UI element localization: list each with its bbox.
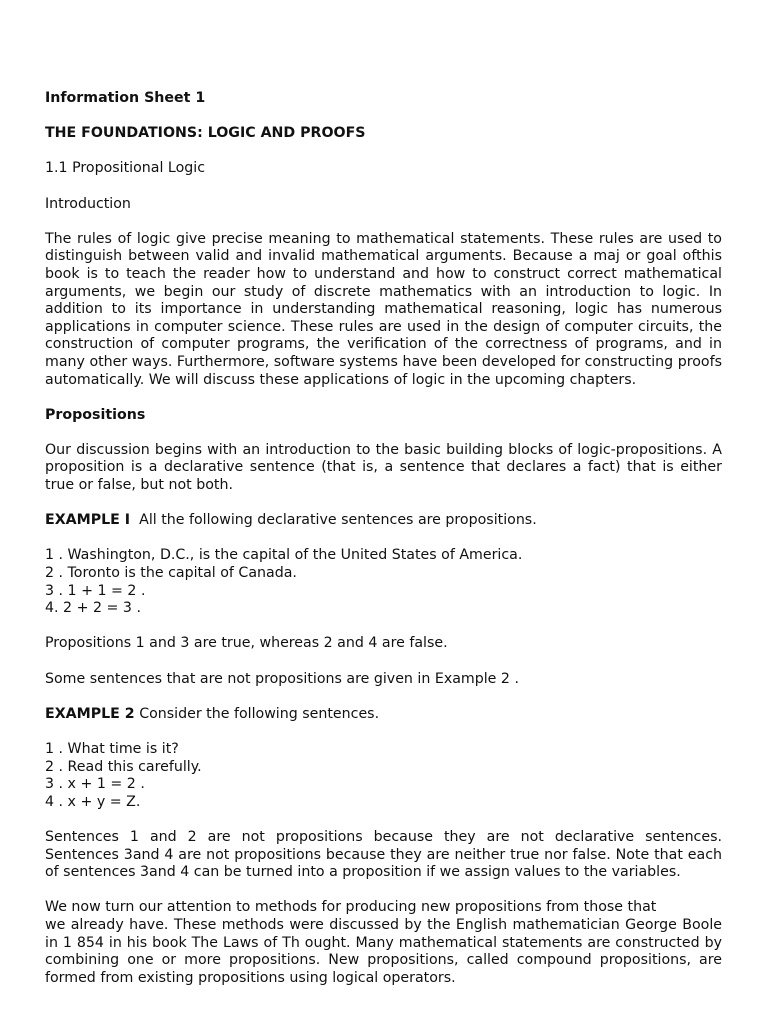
list-item: 1 . Washington, D.C., is the capital of the United States of America. [45,547,523,564]
example2-text: Consider the following sentences. [139,705,380,722]
propositions-heading: Propositions [45,406,146,423]
example1-list [45,547,722,617]
list-item: 3 . x + 1 = 2 . [45,776,145,793]
document-page [45,90,722,1005]
list-item: 4 . x + y = Z. [45,793,141,810]
intro-paragraph: The rules of logic give precise meaning to mathematical statements. These rules are used to distinguish between valid and invalid mathematical arguments. Because a maj or goal ofthis book is to teach the reader how to understand and how to construct correct mathematical arguments, we begin our study of discrete mathematics with an introduction to logic. In addition to its importance in understanding mathematical reasoning, logic has numerous applications in computer science. These rules are used in the design of computer circuits, the construction of computer programs, the verification of the correctness of programs, and in many other ways. Furthermore, software systems have been developed for constructing proofs automatically. We will discuss these applications of logic in the upcoming chapters. [45,230,722,388]
closing-line-1: We now turn our attention to methods for producing new propositions from those that [45,899,657,916]
example1-label: EXAMPLE I [45,512,131,529]
closing-paragraph [45,899,722,987]
list-item: 3 . 1 + 1 = 2 . [45,582,146,599]
example2-label: EXAMPLE 2 [45,705,135,722]
intro-heading: Introduction [45,195,131,212]
example1-text: All the following declarative sentences are propositions. [139,512,537,529]
example2-conclusion: Sentences 1 and 2 are not propositions because they are not declarative sentences. Sentences 3and 4 are not propositions because they are neither true nor false. Note that each of sentences 3and 4 can be turned into a proposition if we assign values to the variables. [45,828,722,881]
sheet-title: Information Sheet 1 [45,90,206,106]
closing-line-2: we already have. These methods were discussed by the English mathematician George Boole in 1 854 in his book The Laws of Th ought. Many mathematical statements are constructed by combining one or more propositions. New propositions, called compound propositions, are formed from existing propositions using logical operators. [45,916,722,986]
propositions-paragraph: Our discussion begins with an introduction to the basic building blocks of logic-propositions. A proposition is a declarative sentence (that is, a sentence that declares a fact) that is either true or false, but not both. [45,441,722,494]
list-item: 4. 2 + 2 = 3 . [45,600,141,617]
section-title: 1.1 Propositional Logic [45,160,206,177]
example2-list [45,741,722,811]
example2-intro: Some sentences that are not propositions are given in Example 2 . [45,670,519,687]
list-item: 1 . What time is it? [45,740,179,757]
list-item: 2 . Toronto is the capital of Canada. [45,565,297,582]
example2-header [45,706,722,724]
example1-conclusion: Propositions 1 and 3 are true, whereas 2 and 4 are false. [45,635,448,652]
list-item: 2 . Read this carefully. [45,758,202,775]
chapter-title: THE FOUNDATIONS: LOGIC AND PROOFS [45,125,366,142]
example1-header [45,512,722,530]
